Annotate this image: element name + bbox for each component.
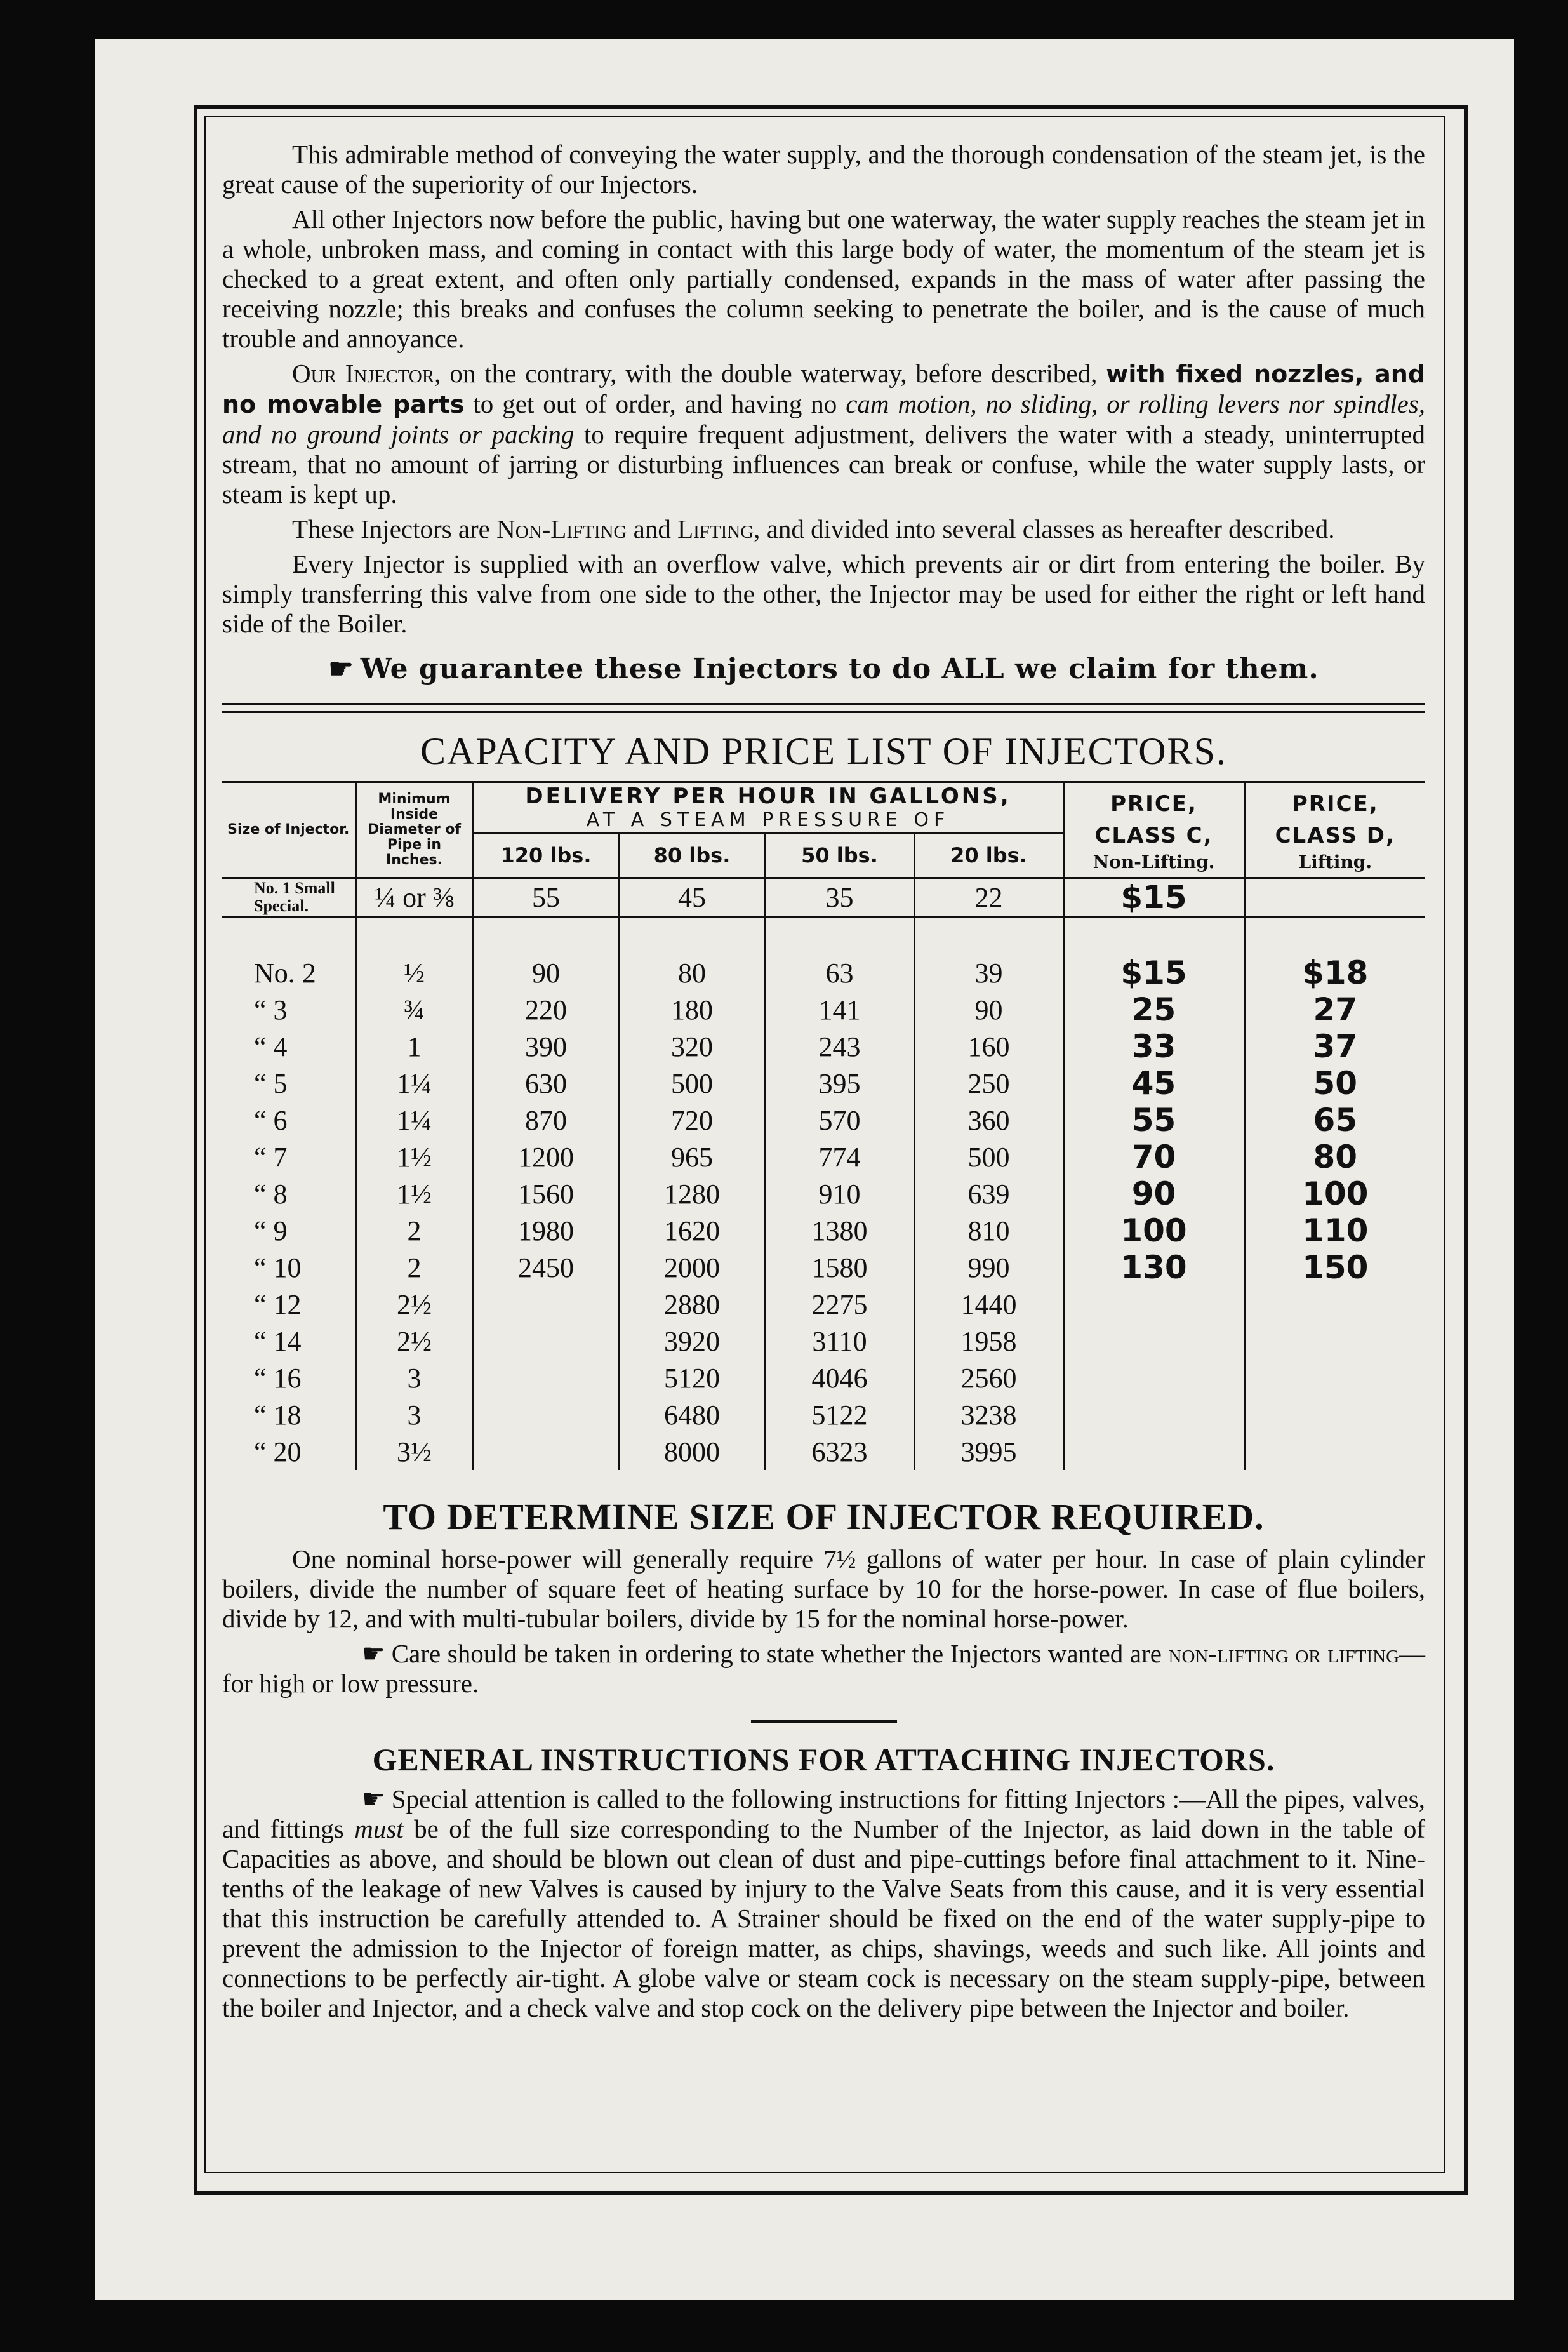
cell-p120: 390 [473, 1028, 619, 1065]
cell-size: “ 16 [222, 1360, 355, 1396]
header-delivery-title: DELIVERY PER HOUR IN GALLONS, [525, 784, 1011, 809]
cell-priceC: 25 [1063, 991, 1244, 1028]
cell-p50: 570 [765, 1102, 914, 1139]
cell-size: “ 4 [222, 1028, 355, 1065]
cell-priceC: 70 [1063, 1139, 1244, 1175]
cell-priceC [1063, 1396, 1244, 1433]
cell-p20: 1958 [914, 1323, 1063, 1360]
cell-p50: 6323 [765, 1433, 914, 1470]
cell-pipe: 1¼ [355, 1102, 473, 1139]
cell-p20: 160 [914, 1028, 1063, 1065]
cell-p80: 80 [619, 954, 765, 991]
capacity-price-table [222, 781, 1425, 1470]
cell-size: “ 10 [222, 1249, 355, 1286]
cell-p50: 243 [765, 1028, 914, 1065]
p4-text-a: These Injectors are [292, 514, 490, 544]
cell-p80: 5120 [619, 1360, 765, 1396]
cell-p120 [473, 1286, 619, 1323]
determine-size-heading: TO DETERMINE SIZE OF INJECTOR REQUIRED. [383, 1496, 1265, 1537]
header-price-d-2: CLASS D, [1275, 822, 1395, 848]
general-text-c: be of the full size corresponding to the Number of the Injector, as laid down in the table of Capacities as above, and should be blown out clean of dust and pipe-cuttings before final attachment to it. Nine-tenths of the leakage of new Valves is caused by injury to the Valve Seats from this cause, and it is very essential that this instruction be carefully attended to. A Strainer should be fixed on the end of the water supply-pipe to prevent the admission to the Injector of foreign matter, as chips, shavings, weeds and such like. All joints and connections to be perfectly air-tight. A globe valve or steam cock is necessary on the steam supply-pipe, between the boiler and Injector, and a check valve and stop cock on the delivery pipe between the Injector and boiler. [222, 1814, 1426, 2022]
cell-priceD [1244, 1286, 1425, 1323]
cell-priceD: 80 [1313, 1139, 1358, 1175]
p4-text-e: and divided into several classes as hereafter described. [766, 514, 1335, 544]
ordering-text-a: Care should be taken in ordering to state whether the Injectors wanted are [391, 1639, 1162, 1668]
cell-p120: 2450 [473, 1249, 619, 1286]
table-row [222, 954, 1425, 991]
special-50: 35 [765, 878, 914, 917]
header-delivery-subtitle: AT A STEAM PRESSURE OF [586, 809, 950, 831]
cell-p50: 63 [765, 954, 914, 991]
cell-pipe: 3½ [355, 1433, 473, 1470]
cell-priceD: 65 [1313, 1102, 1358, 1139]
cell-pipe: ¾ [355, 991, 473, 1028]
special-pipe: ¼ or ⅜ [355, 878, 473, 917]
cell-p50: 2275 [765, 1286, 914, 1323]
cell-p120: 220 [473, 991, 619, 1028]
cell-size: “ 12 [222, 1286, 355, 1323]
cell-priceC: 130 [1063, 1249, 1244, 1286]
pointing-hand-icon: ☛ [328, 653, 354, 685]
double-rule-divider [222, 703, 1425, 713]
cell-priceD: 150 [1302, 1249, 1369, 1286]
header-50lbs: 50 lbs. [765, 833, 914, 878]
cell-pipe: 2 [355, 1212, 473, 1249]
cell-p20: 3995 [914, 1433, 1063, 1470]
cell-priceD: 50 [1313, 1065, 1358, 1102]
pointing-hand-icon: ☛ [362, 1784, 385, 1814]
cell-size: “ 9 [222, 1212, 355, 1249]
p3-text-f: to require frequent adjustment, delivers the water with a steady, uninterrupted stream, that no amount of jarring or disturbing influences can break or confuse, while the water supply lasts, or steam is kept up. [222, 420, 1425, 509]
ordering-note [222, 1639, 1425, 1699]
document-content [222, 140, 1425, 2023]
cell-p80: 720 [619, 1102, 765, 1139]
intro-paragraph-5: Every Injector is supplied with an overflow valve, which prevents air or dirt from entering the boiler. By simply transferring this valve from one side to the other, the Injector may be used for either the right or left hand side of the Boiler. [222, 549, 1425, 638]
cell-priceC: 45 [1063, 1065, 1244, 1102]
guarantee-line [222, 653, 1425, 685]
cell-size: “ 7 [222, 1139, 355, 1175]
ordering-text-e: —for high or low pressure. [222, 1639, 1426, 1698]
intro-paragraph-4 [222, 514, 1425, 544]
cell-pipe: 3 [355, 1360, 473, 1396]
table-row [222, 1102, 1425, 1139]
cell-p20: 250 [914, 1065, 1063, 1102]
cell-p20: 500 [914, 1139, 1063, 1175]
table-row [222, 1433, 1425, 1470]
table-row [222, 1139, 1425, 1175]
cell-priceC: $15 [1063, 954, 1244, 991]
table-row [222, 1360, 1425, 1396]
non-lifting-text: Non-Lifting [496, 514, 627, 544]
table-row-special [222, 878, 1425, 917]
cell-priceD: 37 [1313, 1028, 1358, 1065]
p4-text-c: and [633, 514, 671, 544]
cell-p20: 810 [914, 1212, 1063, 1249]
cell-p80: 180 [619, 991, 765, 1028]
intro-paragraph-2: All other Injectors now before the public, having but one waterway, the water supply reaches the steam jet in a whole, unbroken mass, and coming in contact with this large body of water, the momentum of the steam jet is checked to a great extent, and often only partially condensed, expands in the mass of water after passing the receiving nozzle; this breaks and confuses the column seeking to penetrate the boiler, and is the cause of much trouble and annoyance. [222, 204, 1425, 353]
cell-size: No. 2 [222, 954, 355, 991]
header-price-d-3: Lifting. [1298, 851, 1372, 872]
table-title: CAPACITY AND PRICE LIST OF INJECTORS. [420, 730, 1227, 772]
general-instructions-heading: GENERAL INSTRUCTIONS FOR ATTACHING INJECTORS. [372, 1742, 1275, 1777]
cell-p120: 870 [473, 1102, 619, 1139]
cell-priceC: 90 [1063, 1175, 1244, 1212]
cell-p80: 2000 [619, 1249, 765, 1286]
cell-priceC: 100 [1063, 1212, 1244, 1249]
header-20lbs: 20 lbs. [914, 833, 1063, 878]
cell-size: “ 3 [222, 991, 355, 1028]
cell-pipe: 2½ [355, 1323, 473, 1360]
cell-priceC [1063, 1360, 1244, 1396]
special-80: 45 [619, 878, 765, 917]
table-row [222, 1396, 1425, 1433]
cell-size: “ 5 [222, 1065, 355, 1102]
header-120lbs: 120 lbs. [473, 833, 619, 878]
cell-size: “ 6 [222, 1102, 355, 1139]
cell-pipe: ½ [355, 954, 473, 991]
cell-p80: 320 [619, 1028, 765, 1065]
cell-p120: 1980 [473, 1212, 619, 1249]
cell-p120: 630 [473, 1065, 619, 1102]
cell-p80: 965 [619, 1139, 765, 1175]
intro-paragraph-3 [222, 359, 1425, 509]
cell-p80: 6480 [619, 1396, 765, 1433]
cell-pipe: 1¼ [355, 1065, 473, 1102]
cell-p50: 395 [765, 1065, 914, 1102]
cell-pipe: 1½ [355, 1175, 473, 1212]
cell-p80: 3920 [619, 1323, 765, 1360]
intro-paragraph-1: This admirable method of conveying the water supply, and the thorough condensation of the steam jet, is the great cause of the superiority of our Injectors. [222, 140, 1425, 199]
special-price-d [1244, 878, 1425, 917]
cell-p50: 4046 [765, 1360, 914, 1396]
pointing-hand-icon: ☛ [362, 1639, 385, 1668]
cell-p20: 90 [914, 991, 1063, 1028]
header-size: Size of Injector. [222, 782, 355, 878]
cell-p20: 639 [914, 1175, 1063, 1212]
guarantee-text: We guarantee these Injectors to do ALL we claim for them. [360, 653, 1319, 685]
no-cam-motion-text: cam motion, no sliding, or rolling levers nor spindles, and no ground joints or packing [222, 389, 1426, 449]
cell-p120: 1200 [473, 1139, 619, 1175]
general-text-a: Special attention is called to the following instructions for fitting Injectors :—All the pipes, valves, and fittings [222, 1784, 1425, 1843]
cell-p20: 990 [914, 1249, 1063, 1286]
cell-p120 [473, 1323, 619, 1360]
special-size: No. 1 Small Special. [222, 878, 355, 917]
cell-priceC: 55 [1063, 1102, 1244, 1139]
ordering-lifting: lifting [1327, 1639, 1400, 1668]
general-must: must [354, 1814, 404, 1843]
cell-p120 [473, 1360, 619, 1396]
cell-priceC [1063, 1286, 1244, 1323]
cell-size: “ 20 [222, 1433, 355, 1470]
cell-p20: 1440 [914, 1286, 1063, 1323]
cell-priceD [1244, 1360, 1425, 1396]
header-price-c-2: CLASS C, [1094, 822, 1213, 848]
cell-p50: 910 [765, 1175, 914, 1212]
cell-pipe: 1 [355, 1028, 473, 1065]
fixed-nozzles-text: with fixed nozzles, and no movable parts [222, 360, 1426, 418]
table-row [222, 1286, 1425, 1323]
ordering-non-lifting: non-lifting [1168, 1639, 1289, 1668]
table-row [222, 1249, 1425, 1286]
cell-p80: 1280 [619, 1175, 765, 1212]
cell-priceC [1063, 1433, 1244, 1470]
special-20: 22 [914, 878, 1063, 917]
table-row [222, 1028, 1425, 1065]
table-spacer-row [222, 917, 1425, 955]
general-instructions-paragraph [222, 1784, 1425, 2023]
table-row [222, 1212, 1425, 1249]
cell-priceD: 100 [1302, 1175, 1369, 1212]
table-body [222, 954, 1425, 1470]
table-row [222, 1065, 1425, 1102]
header-price-class-c [1063, 782, 1244, 878]
determine-paragraph: One nominal horse-power will generally require 7½ gallons of water per hour. In case of plain cylinder boilers, divide the number of square feet of heating surface by 10 for the horse-power. In case of flue boilers, divide by 12, and with multi-tubular boilers, divide by 15 for the nominal horse-power. [222, 1544, 1425, 1633]
cell-priceD [1244, 1396, 1425, 1433]
cell-pipe: 2 [355, 1249, 473, 1286]
header-price-c-3: Non-Lifting. [1093, 851, 1215, 872]
cell-pipe: 2½ [355, 1286, 473, 1323]
cell-p50: 3110 [765, 1323, 914, 1360]
lifting-text: Lifting, [677, 514, 761, 544]
cell-priceD [1244, 1433, 1425, 1470]
cell-p50: 141 [765, 991, 914, 1028]
header-delivery [473, 782, 1063, 833]
cell-p80: 8000 [619, 1433, 765, 1470]
special-120: 55 [473, 878, 619, 917]
cell-pipe: 3 [355, 1396, 473, 1433]
header-price-d-1: PRICE, [1291, 791, 1379, 817]
cell-size: “ 14 [222, 1323, 355, 1360]
table-header-row [222, 782, 1425, 833]
header-price-class-d [1244, 782, 1425, 878]
cell-p80: 1620 [619, 1212, 765, 1249]
short-rule-divider [751, 1720, 897, 1723]
cell-p50: 774 [765, 1139, 914, 1175]
table-row [222, 991, 1425, 1028]
cell-size: “ 8 [222, 1175, 355, 1212]
p3-text-d: to get out of order, and having no [473, 389, 837, 418]
p3-text-b: on the contrary, with the double waterway, before described, [449, 359, 1098, 388]
table-row [222, 1175, 1425, 1212]
cell-p50: 5122 [765, 1396, 914, 1433]
cell-size: “ 18 [222, 1396, 355, 1433]
cell-priceD: 110 [1302, 1212, 1369, 1249]
cell-p50: 1380 [765, 1212, 914, 1249]
cell-p120: 90 [473, 954, 619, 991]
cell-p120: 1560 [473, 1175, 619, 1212]
table-row [222, 1323, 1425, 1360]
cell-p120 [473, 1396, 619, 1433]
cell-p80: 2880 [619, 1286, 765, 1323]
cell-p20: 2560 [914, 1360, 1063, 1396]
ordering-or: or [1295, 1639, 1321, 1668]
cell-priceC: 33 [1063, 1028, 1244, 1065]
cell-p80: 500 [619, 1065, 765, 1102]
cell-p50: 1580 [765, 1249, 914, 1286]
cell-p20: 360 [914, 1102, 1063, 1139]
special-price-c: $15 [1063, 878, 1244, 917]
our-injector-text: Our Injector, [292, 359, 441, 388]
cell-pipe: 1½ [355, 1139, 473, 1175]
cell-p20: 39 [914, 954, 1063, 991]
cell-priceD: 27 [1313, 991, 1358, 1028]
cell-priceD [1244, 1323, 1425, 1360]
cell-priceD: $18 [1302, 954, 1369, 991]
header-pipe-diameter: Minimum Inside Diameter of Pipe in Inches. [355, 782, 473, 878]
cell-priceC [1063, 1323, 1244, 1360]
cell-p20: 3238 [914, 1396, 1063, 1433]
cell-p120 [473, 1433, 619, 1470]
header-80lbs: 80 lbs. [619, 833, 765, 878]
header-price-c-1: PRICE, [1110, 791, 1197, 817]
